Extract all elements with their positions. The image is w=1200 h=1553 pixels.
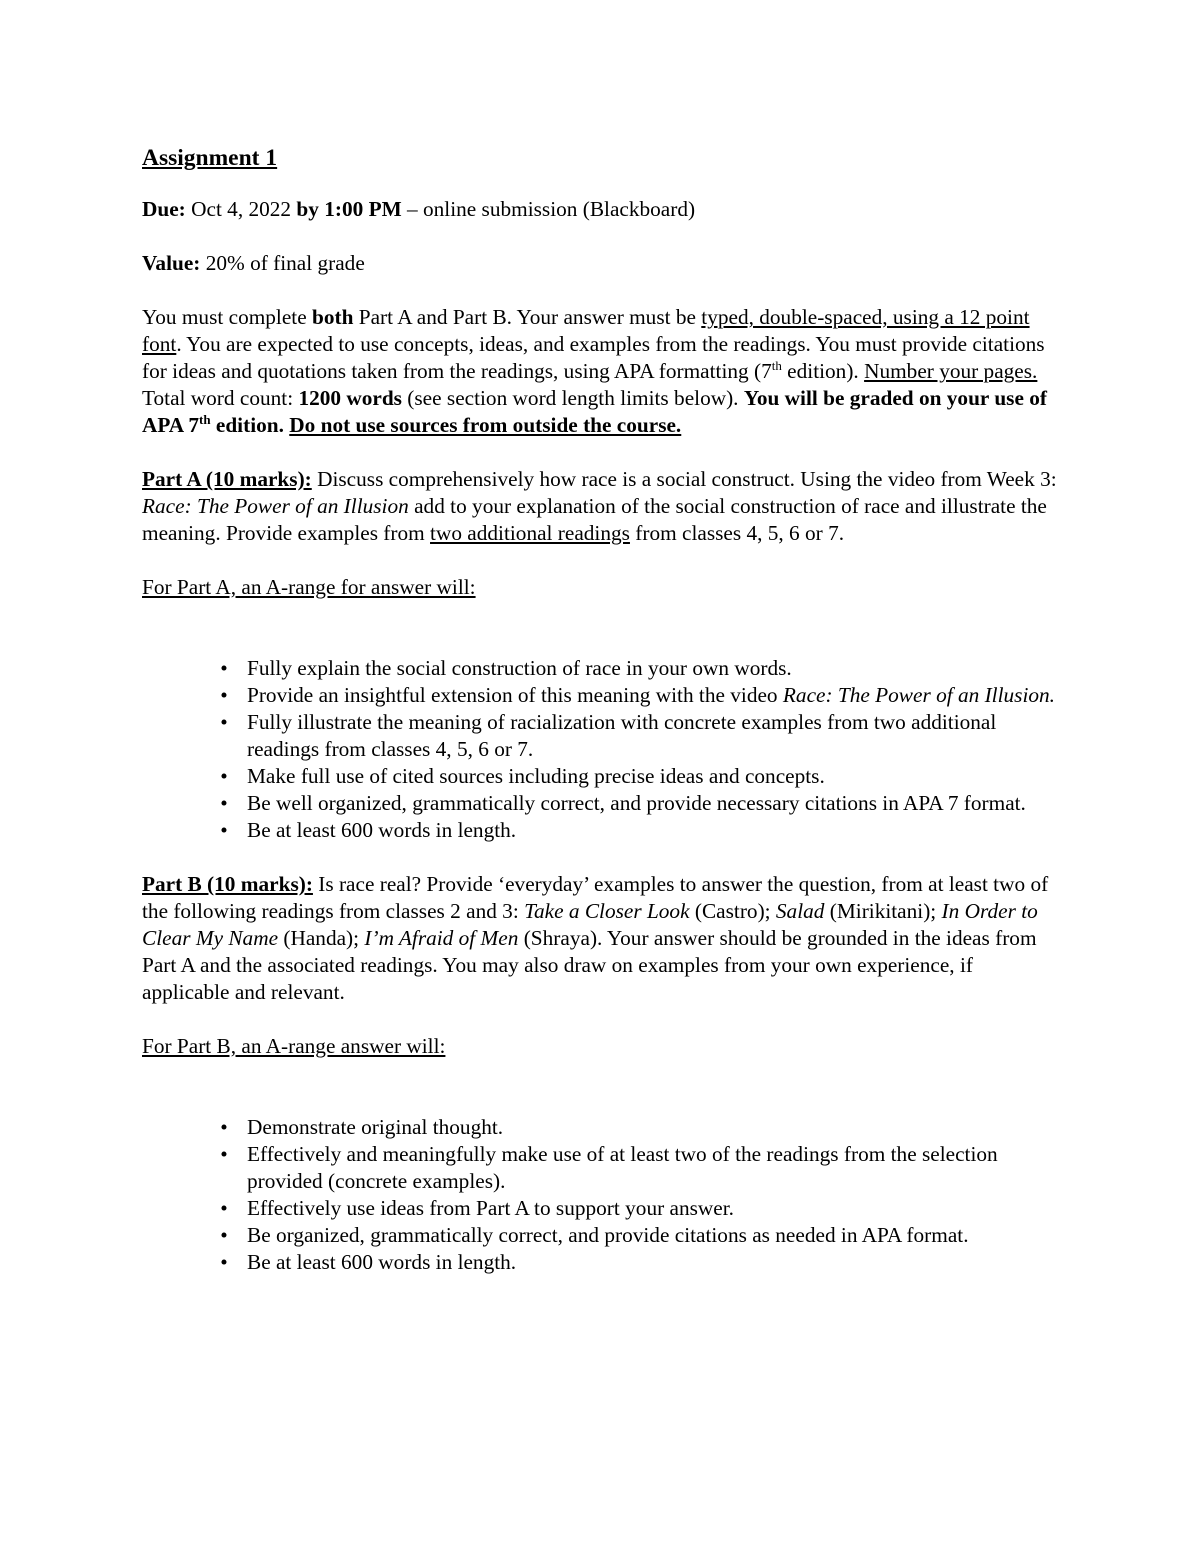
instructions-text: Part A and Part B. Your answer must be bbox=[353, 305, 702, 329]
criteria-text: Make full use of cited sources including precise ideas and concepts. bbox=[247, 764, 825, 788]
criteria-text: Be at least 600 words in length. bbox=[247, 818, 517, 842]
instructions-text: . You are expected to use concepts, ideas, and examples from the readings. You must provide citations for ideas and quotations taken from the readings, using APA formatting (7 bbox=[142, 332, 1045, 383]
list-item bbox=[142, 1114, 1062, 1141]
criteria-text: Be organized, grammatically correct, and provide citations as needed in APA format. bbox=[247, 1223, 969, 1247]
part-a-text: add to your explanation of the social construction of race and illustrate the meaning. Provide examples from bbox=[142, 494, 1047, 545]
part-b-paragraph bbox=[142, 871, 1062, 1006]
part-a-paragraph bbox=[142, 466, 1062, 547]
criteria-text: Effectively and meaningfully make use of at least two of the readings from the selection provided (concrete examples). bbox=[247, 1142, 998, 1193]
part-b-text: (Handa); bbox=[278, 926, 365, 950]
bullet-icon: • bbox=[220, 1250, 228, 1274]
list-item bbox=[142, 709, 1062, 763]
apa-grading-text: You will be graded on your use of APA 7 bbox=[142, 386, 1047, 437]
list-item bbox=[142, 817, 1062, 844]
instructions-text: You must complete bbox=[142, 305, 312, 329]
apa-grading-text: edition. bbox=[210, 413, 284, 437]
list-item bbox=[142, 1249, 1062, 1276]
part-a-text: Discuss comprehensively how race is a social construct. Using the video from Week 3: bbox=[311, 467, 1057, 491]
part-b-label: Part B (10 marks): bbox=[142, 872, 313, 896]
list-item bbox=[142, 790, 1062, 817]
due-label: Due: bbox=[142, 197, 186, 221]
bullet-icon: • bbox=[220, 764, 228, 788]
superscript-th: th bbox=[771, 358, 782, 373]
bullet-icon: • bbox=[220, 656, 228, 680]
instructions-paragraph bbox=[142, 304, 1062, 439]
list-item bbox=[142, 1141, 1062, 1195]
value-label: Value: bbox=[142, 251, 201, 275]
bullet-icon: • bbox=[220, 683, 228, 707]
word-count: 1200 words bbox=[298, 386, 402, 410]
part-a-text: from classes 4, 5, 6 or 7. bbox=[629, 521, 845, 545]
both-emphasis: both bbox=[312, 305, 354, 329]
part-b-criteria-heading: For Part B, an A-range answer will: bbox=[142, 1034, 446, 1058]
part-a-criteria-heading: For Part A, an A-range for answer will: bbox=[142, 575, 476, 599]
value-text: 20% of final grade bbox=[200, 251, 365, 275]
criteria-text: Fully illustrate the meaning of racialization with concrete examples from two additional readings from classes 4, 5, 6 or 7. bbox=[247, 710, 997, 761]
format-requirement: typed, double-spaced, using a 12 point font bbox=[142, 305, 1030, 356]
criteria-text: Fully explain the social construction of race in your own words. bbox=[247, 656, 792, 680]
bullet-icon: • bbox=[220, 791, 228, 815]
criteria-text: Be at least 600 words in length. bbox=[247, 1250, 517, 1274]
due-date: Oct 4, 2022 bbox=[185, 197, 297, 221]
reading-title: Salad bbox=[775, 899, 825, 923]
list-item bbox=[142, 655, 1062, 682]
part-b-text: (Castro); bbox=[689, 899, 776, 923]
bullet-icon: • bbox=[220, 710, 228, 734]
video-title: Race: The Power of an Illusion. bbox=[782, 683, 1055, 707]
assignment-title: Assignment 1 bbox=[142, 145, 278, 171]
instructions-text: edition). bbox=[781, 359, 865, 383]
criteria-text: Provide an insightful extension of this meaning with the video bbox=[247, 683, 783, 707]
part-b-criteria-list bbox=[142, 1114, 1062, 1276]
list-item bbox=[142, 763, 1062, 790]
instructions-text: (see section word length limits below). bbox=[401, 386, 744, 410]
part-a-criteria-list bbox=[142, 655, 1062, 844]
due-time: by 1:00 PM bbox=[296, 197, 402, 221]
bullet-icon: • bbox=[220, 1196, 228, 1220]
reading-title: In Order to Clear My Name bbox=[142, 899, 1038, 950]
due-submission: – online submission (Blackboard) bbox=[401, 197, 696, 221]
two-readings-requirement: two additional readings bbox=[430, 521, 630, 545]
video-title: Race: The Power of an Illusion bbox=[142, 494, 409, 518]
bullet-icon: • bbox=[220, 1115, 228, 1139]
part-b-text: Is race real? Provide ‘everyday’ examples to answer the question, from at least two of the following readings from classes 2 and 3: bbox=[142, 872, 1049, 923]
number-pages-requirement: Number your pages. bbox=[864, 359, 1038, 383]
criteria-text: Demonstrate original thought. bbox=[247, 1115, 504, 1139]
part-b-text: (Shraya). Your answer should be grounded in the ideas from Part A and the associated readings. You may also draw on examples from your own experience, if applicable and relevant. bbox=[142, 926, 1037, 1004]
part-a-label: Part A (10 marks): bbox=[142, 467, 312, 491]
bullet-icon: • bbox=[220, 1142, 228, 1166]
superscript-th: th bbox=[199, 412, 211, 427]
bullet-icon: • bbox=[220, 818, 228, 842]
bullet-icon: • bbox=[220, 1223, 228, 1247]
criteria-text: Effectively use ideas from Part A to support your answer. bbox=[247, 1196, 734, 1220]
document-body bbox=[142, 140, 1062, 1303]
list-item bbox=[142, 1195, 1062, 1222]
due-line bbox=[142, 196, 1062, 223]
reading-title: I’m Afraid of Men bbox=[364, 926, 519, 950]
criteria-text: Be well organized, grammatically correct, and provide necessary citations in APA 7 format. bbox=[247, 791, 1026, 815]
reading-title: Take a Closer Look bbox=[524, 899, 690, 923]
list-item bbox=[142, 682, 1062, 709]
list-item bbox=[142, 1222, 1062, 1249]
part-b-text: (Mirikitani); bbox=[824, 899, 942, 923]
no-outside-sources-note: Do not use sources from outside the course. bbox=[289, 413, 682, 437]
value-line bbox=[142, 250, 1062, 277]
instructions-text: Total word count: bbox=[142, 386, 299, 410]
